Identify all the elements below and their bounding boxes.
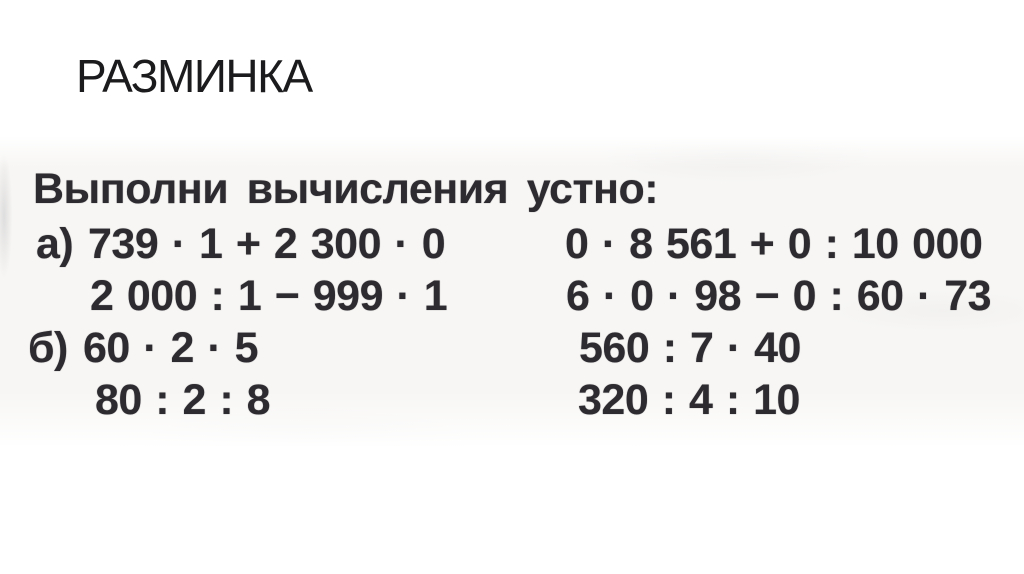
- slide-title: РАЗМИНКА: [76, 50, 312, 102]
- expression-a1-left: 739 · 1 + 2 300 · 0: [88, 220, 446, 268]
- exercise-instruction: Выполни вычисления устно:: [33, 165, 659, 213]
- expression-a1-right: 0 · 8 561 + 0 : 10 000: [565, 220, 983, 268]
- expression-b2-left: 80 : 2 : 8: [95, 376, 271, 424]
- expression-b1-left: 60 · 2 · 5: [83, 324, 259, 372]
- scanned-exercise-image: [0, 136, 1024, 454]
- item-label-b: б): [28, 324, 68, 372]
- item-label-a: а): [36, 220, 74, 268]
- expression-b2-right: 320 : 4 : 10: [578, 376, 800, 424]
- expression-b1-right: 560 : 7 · 40: [579, 324, 801, 372]
- expression-a2-right: 6 · 0 · 98 − 0 : 60 · 73: [566, 272, 992, 320]
- expression-a2-left: 2 000 : 1 − 999 · 1: [90, 272, 448, 320]
